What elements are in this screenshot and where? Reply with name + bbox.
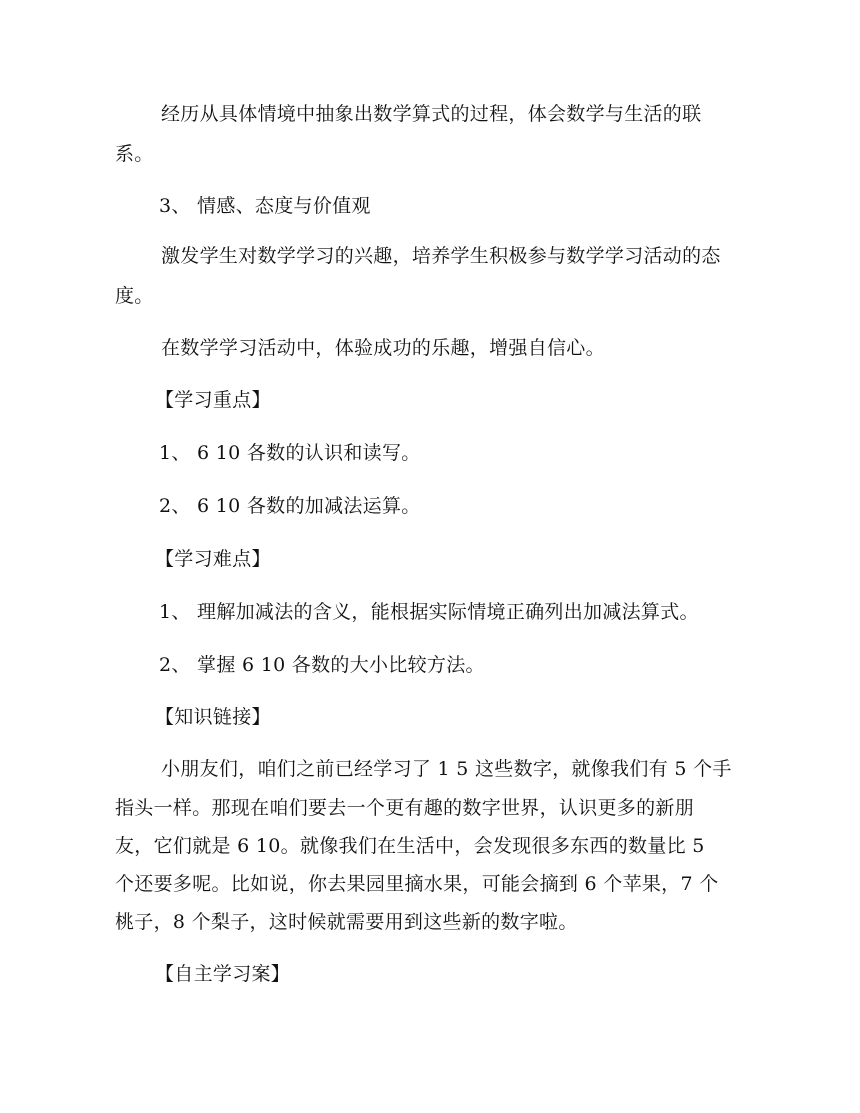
paragraph-interest-line2: 度。 (115, 285, 154, 307)
section-title-difficulties: 【学习难点】 (155, 548, 271, 570)
paragraph-process-line2: 系。 (115, 143, 154, 165)
key-point-1: 1、 6 10 各数的认识和读写。 (159, 442, 421, 464)
knowledge-paragraph-line3: 友，它们就是 6 10。就像我们在生活中，会发现很多东西的数量比 5 (115, 835, 705, 857)
section-title-key-points: 【学习重点】 (155, 389, 271, 411)
difficulty-1: 1、 理解加减法的含义，能根据实际情境正确列出加减法算式。 (159, 601, 699, 623)
difficulty-2: 2、 掌握 6 10 各数的大小比较方法。 (159, 654, 485, 676)
section-title-self-study: 【自主学习案】 (155, 963, 291, 985)
knowledge-paragraph-line2: 指头一样。那现在咱们要去一个更有趣的数字世界，认识更多的新朋 (115, 797, 695, 819)
section-heading-emotion: 3、 情感、态度与价值观 (159, 195, 371, 217)
key-point-2: 2、 6 10 各数的加减法运算。 (159, 495, 421, 517)
knowledge-paragraph-line1: 小朋友们，咱们之前已经学习了 1 5 这些数字，就像我们有 5 个手 (161, 758, 732, 780)
knowledge-paragraph-line5: 桃子，8 个梨子，这时候就需要用到这些新的数字啦。 (115, 911, 578, 933)
section-title-knowledge-link: 【知识链接】 (155, 706, 271, 728)
paragraph-interest-line1: 激发学生对数学学习的兴趣，培养学生积极参与数学学习活动的态 (161, 245, 721, 267)
paragraph-process-line1: 经历从具体情境中抽象出数学算式的过程，体会数学与生活的联 (161, 103, 702, 125)
paragraph-confidence: 在数学学习活动中，体验成功的乐趣，增强自信心。 (161, 337, 605, 359)
knowledge-paragraph-line4: 个还要多呢。比如说，你去果园里摘水果，可能会摘到 6 个苹果，7 个 (115, 873, 719, 895)
